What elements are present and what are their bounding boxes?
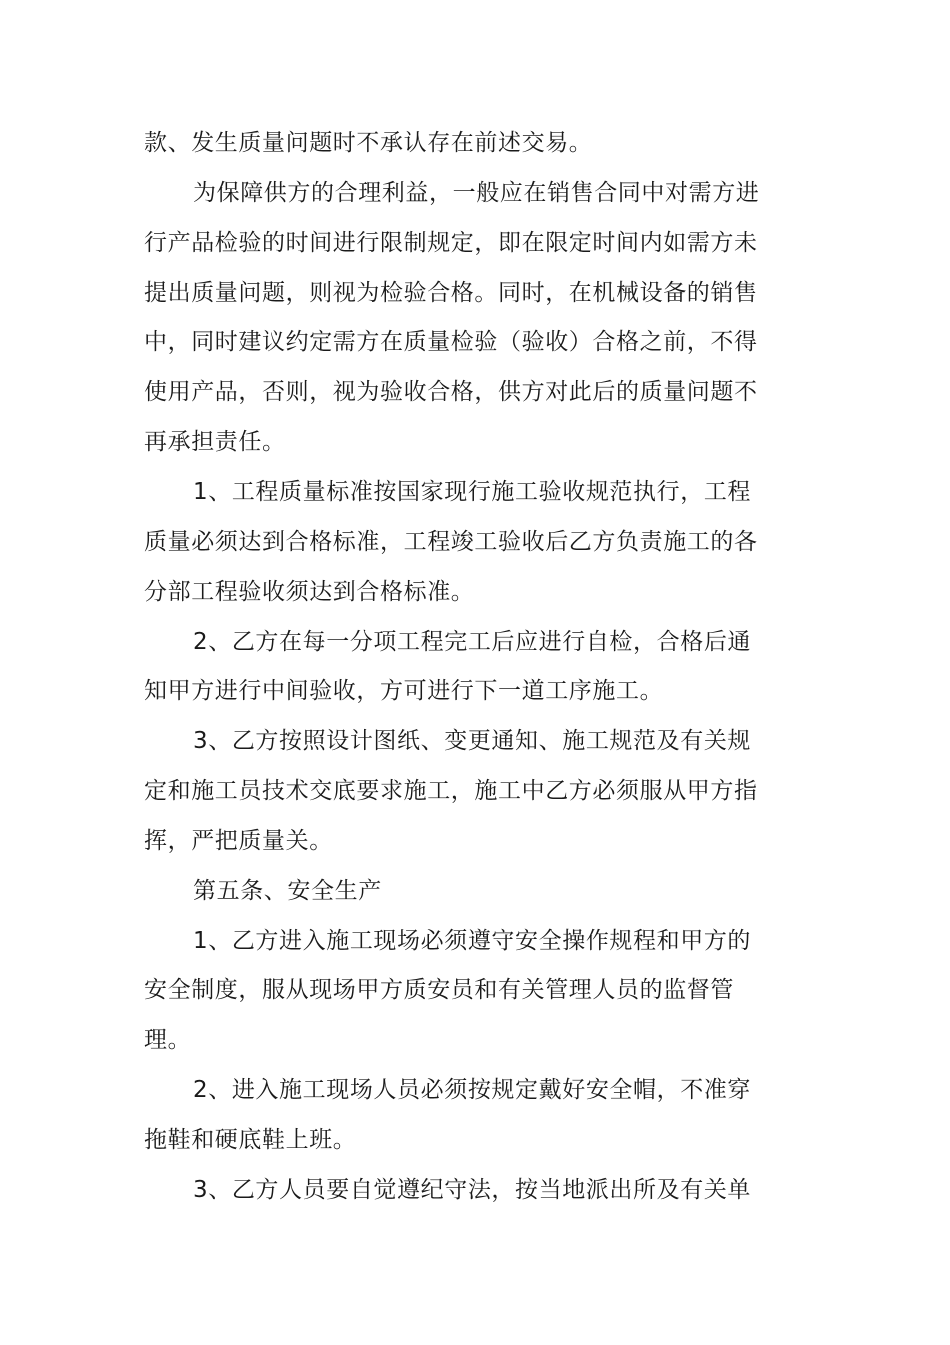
- text-line-2: 为保障供方的合理利益，一般应在销售合同中对需方进: [193, 180, 760, 206]
- text-line-5: 中，同时建议约定需方在质量检验（验收）合格之前，不得: [144, 329, 758, 355]
- text-line-21: 拖鞋和硬底鞋上班。: [144, 1127, 357, 1153]
- text-line-20: 2、进入施工现场人员必须按规定戴好安全帽，不准穿: [193, 1077, 752, 1103]
- text-line-7: 再承担责任。: [144, 429, 286, 455]
- text-line-19: 理。: [144, 1027, 192, 1053]
- text-line-3: 行产品检验的时间进行限制规定，即在限定时间内如需方未: [144, 230, 758, 256]
- text-line-12: 知甲方进行中间验收，方可进行下一道工序施工。: [144, 678, 664, 704]
- text-line-18: 安全制度，服从现场甲方质安员和有关管理人员的监督管: [144, 977, 734, 1003]
- text-line-1: 款、发生质量问题时不承认存在前述交易。: [144, 130, 593, 156]
- text-line-15: 挥，严把质量关。: [144, 828, 333, 854]
- text-line-17: 1、乙方进入施工现场必须遵守安全操作规程和甲方的: [193, 928, 752, 954]
- text-line-9: 质量必须达到合格标准，工程竣工验收后乙方负责施工的各: [144, 529, 758, 555]
- text-line-11: 2、乙方在每一分项工程完工后应进行自检，合格后通: [193, 629, 752, 655]
- text-line-6: 使用产品，否则，视为验收合格，供方对此后的质量问题不: [144, 379, 758, 405]
- text-line-14: 定和施工员技术交底要求施工，施工中乙方必须服从甲方指: [144, 778, 758, 804]
- text-line-13: 3、乙方按照设计图纸、变更通知、施工规范及有关规: [193, 728, 752, 754]
- section-heading: 第五条、安全生产: [193, 878, 382, 904]
- text-line-22: 3、乙方人员要自觉遵纪守法，按当地派出所及有关单: [193, 1177, 752, 1203]
- text-line-10: 分部工程验收须达到合格标准。: [144, 579, 475, 605]
- text-line-8: 1、工程质量标准按国家现行施工验收规范执行，工程: [193, 479, 752, 505]
- text-line-4: 提出质量问题，则视为检验合格。同时，在机械设备的销售: [144, 280, 758, 306]
